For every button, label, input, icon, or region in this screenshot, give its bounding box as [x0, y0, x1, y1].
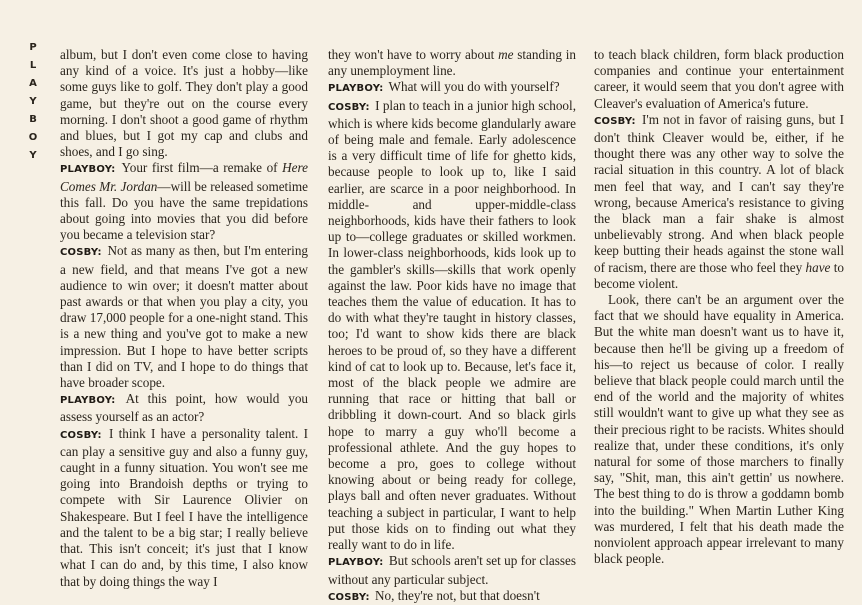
answer-text: I think I have a personality talent. I can play a sensitive guy and also a funny guy, caught in a funny situation. You won't see me going into Brandoish depths or trying to compete with Sir Laurence Olivier on Shakespeare. But I feel I have the intelligence and the talent to be a big star; I really believe that. This isn't conceit; it's just that I know what I can do and, by this time, I also know that by doing things the way I [60, 425, 308, 589]
running-head [22, 42, 44, 162]
emphasis: have [805, 259, 831, 275]
paragraph [60, 47, 308, 160]
answer-text: I plan to teach in a junior high school, which is where kids become glandularly aware of being male and female. Early adolescence is a very difficult time of life for ghetto kids, because people to look up to, like I said earlier, are scarce in a poor neighborhood. In middle- and upper-middle-class neighborhoods, kids have their fathers to look up to—college graduates or skilled workmen. In lower-class neighborhoods, kids look up to the gambler's skills—skills that work openly against the law. Poor kids have no image that teaches them the value of education. It has to do with what they're taught in history classes, too; I'd want to show kids there are black heroes to be proud of, so they have a different kind of cat to look up to. Because, let's face it, most of the black people we admire are running that race or hitting that ball or dribbling it down-court. And so black girls hope to marry a guy who'll become a professional athlete. And the guy hopes to become a pro, goes to college without knowing about or being ready for college, plays ball and often never graduates. Without teaching a subject in particular, I want to help put those kids on to finding out what they really want to do in life. [328, 97, 576, 553]
answer [328, 588, 576, 605]
question [60, 160, 308, 243]
question [328, 79, 576, 97]
question [328, 553, 576, 587]
speaker-label: PLAYBOY : [328, 83, 383, 94]
speaker-label: PLAYBOY : [60, 164, 115, 175]
question [60, 391, 308, 425]
speaker-label: COSBY : [60, 247, 102, 258]
speaker-label: PLAYBOY : [60, 395, 115, 406]
paragraph [594, 292, 844, 567]
paragraph-text: album, but I don't even come close to having any kind of a voice. It's just a hobby—like some guys like to golf. They don't play a good game, but they're out on the course every morning. I don't shoot a good game of rhythm and blues, but I got my cap and clubs and shoes, and I go sing. [60, 47, 308, 160]
answer [594, 112, 844, 292]
answer-text: to become violent. [594, 259, 844, 291]
question-text: —will be released sometime this fall. Do you have the same trepidations about going into movies that you did before you became a television star? [60, 178, 308, 243]
paragraph-text: standing in any unemployment line. [328, 47, 576, 79]
running-head-letter: Y [29, 96, 37, 107]
speaker-label: PLAYBOY : [328, 557, 383, 568]
running-head-letter: B [29, 114, 37, 125]
speaker-label: COSBY : [594, 116, 636, 127]
speaker-label: COSBY : [328, 102, 370, 113]
column-3 [594, 47, 844, 605]
answer [60, 243, 308, 391]
answer-text: Not as many as then, but I'm entering a new field, and that means I've got a new audience to win over; it doesn't matter about past awards or that when you play a city, you draw 17,000 people for a one-night stand. This is a new thing and you've got to make a new impression. But I hope to have better scripts than I did on TV, and I hope to do things that have broader scope. [60, 243, 308, 391]
paragraph-text: they won't have to worry about [328, 47, 499, 62]
paragraph-text: Look, there can't be an argument over the fact that we should have equality in America. But the white man doesn't want us to have it, because then he'll be giving up a freedom of his—to reject us because of color. I really believe that black people could march until the end of the world and the majority of whites still wouldn't want to give up what they see as their precious right to be racists. Whites should realize that, under these conditions, it's only natural for some of those marchers to finally say, "Shit, man, this ain't gettin' us nowhere. The best thing to do is throw a goddamn bomb into the building." When Martin Luther King was murdered, I felt that his death made the nonviolent approach appear irrelevant to many black people. [594, 292, 844, 567]
speaker-label: COSBY : [60, 430, 102, 441]
question-text: But schools aren't set up for classes without any particular subject. [328, 553, 576, 587]
running-head-letter: A [29, 78, 37, 89]
running-head-letter: Y [29, 150, 37, 161]
column-2 [328, 47, 576, 605]
answer [60, 426, 308, 590]
paragraph-text: to teach black children, form black production companies and continue your entertainment career, it would seem that you don't agree with Cleaver's evaluation of America's future. [594, 47, 844, 111]
running-head-letter: P [29, 42, 37, 53]
question-text: Your first film—a remake of [121, 160, 283, 176]
film-title: Here Comes Mr. Jordan [60, 160, 308, 194]
question-text: At this point, how would you assess yourself as an actor? [60, 391, 308, 425]
running-head-letter: O [28, 132, 38, 143]
running-head-letter: L [29, 60, 37, 71]
speaker-label: COSBY : [328, 592, 370, 603]
paragraph [594, 47, 844, 112]
emphasis: me [498, 47, 514, 62]
answer [328, 98, 576, 554]
paragraph [328, 47, 576, 79]
column-1 [60, 47, 308, 605]
answer-text: I'm not in favor of raising guns, but I don't think Cleaver would be, either, if he thought there was any other way to solve the racial situation in this country. A lot of black men feel that way, and I can't say they're wrong, because America's resistance to giving the black man a fair shake is almost unbelievably strong. And when black people keep butting their heads against the stone wall of racism, there are those who feel they [594, 111, 844, 275]
question-text: What will you do with yourself? [388, 79, 560, 95]
answer-text: No, they're not, but that doesn't [375, 587, 540, 603]
